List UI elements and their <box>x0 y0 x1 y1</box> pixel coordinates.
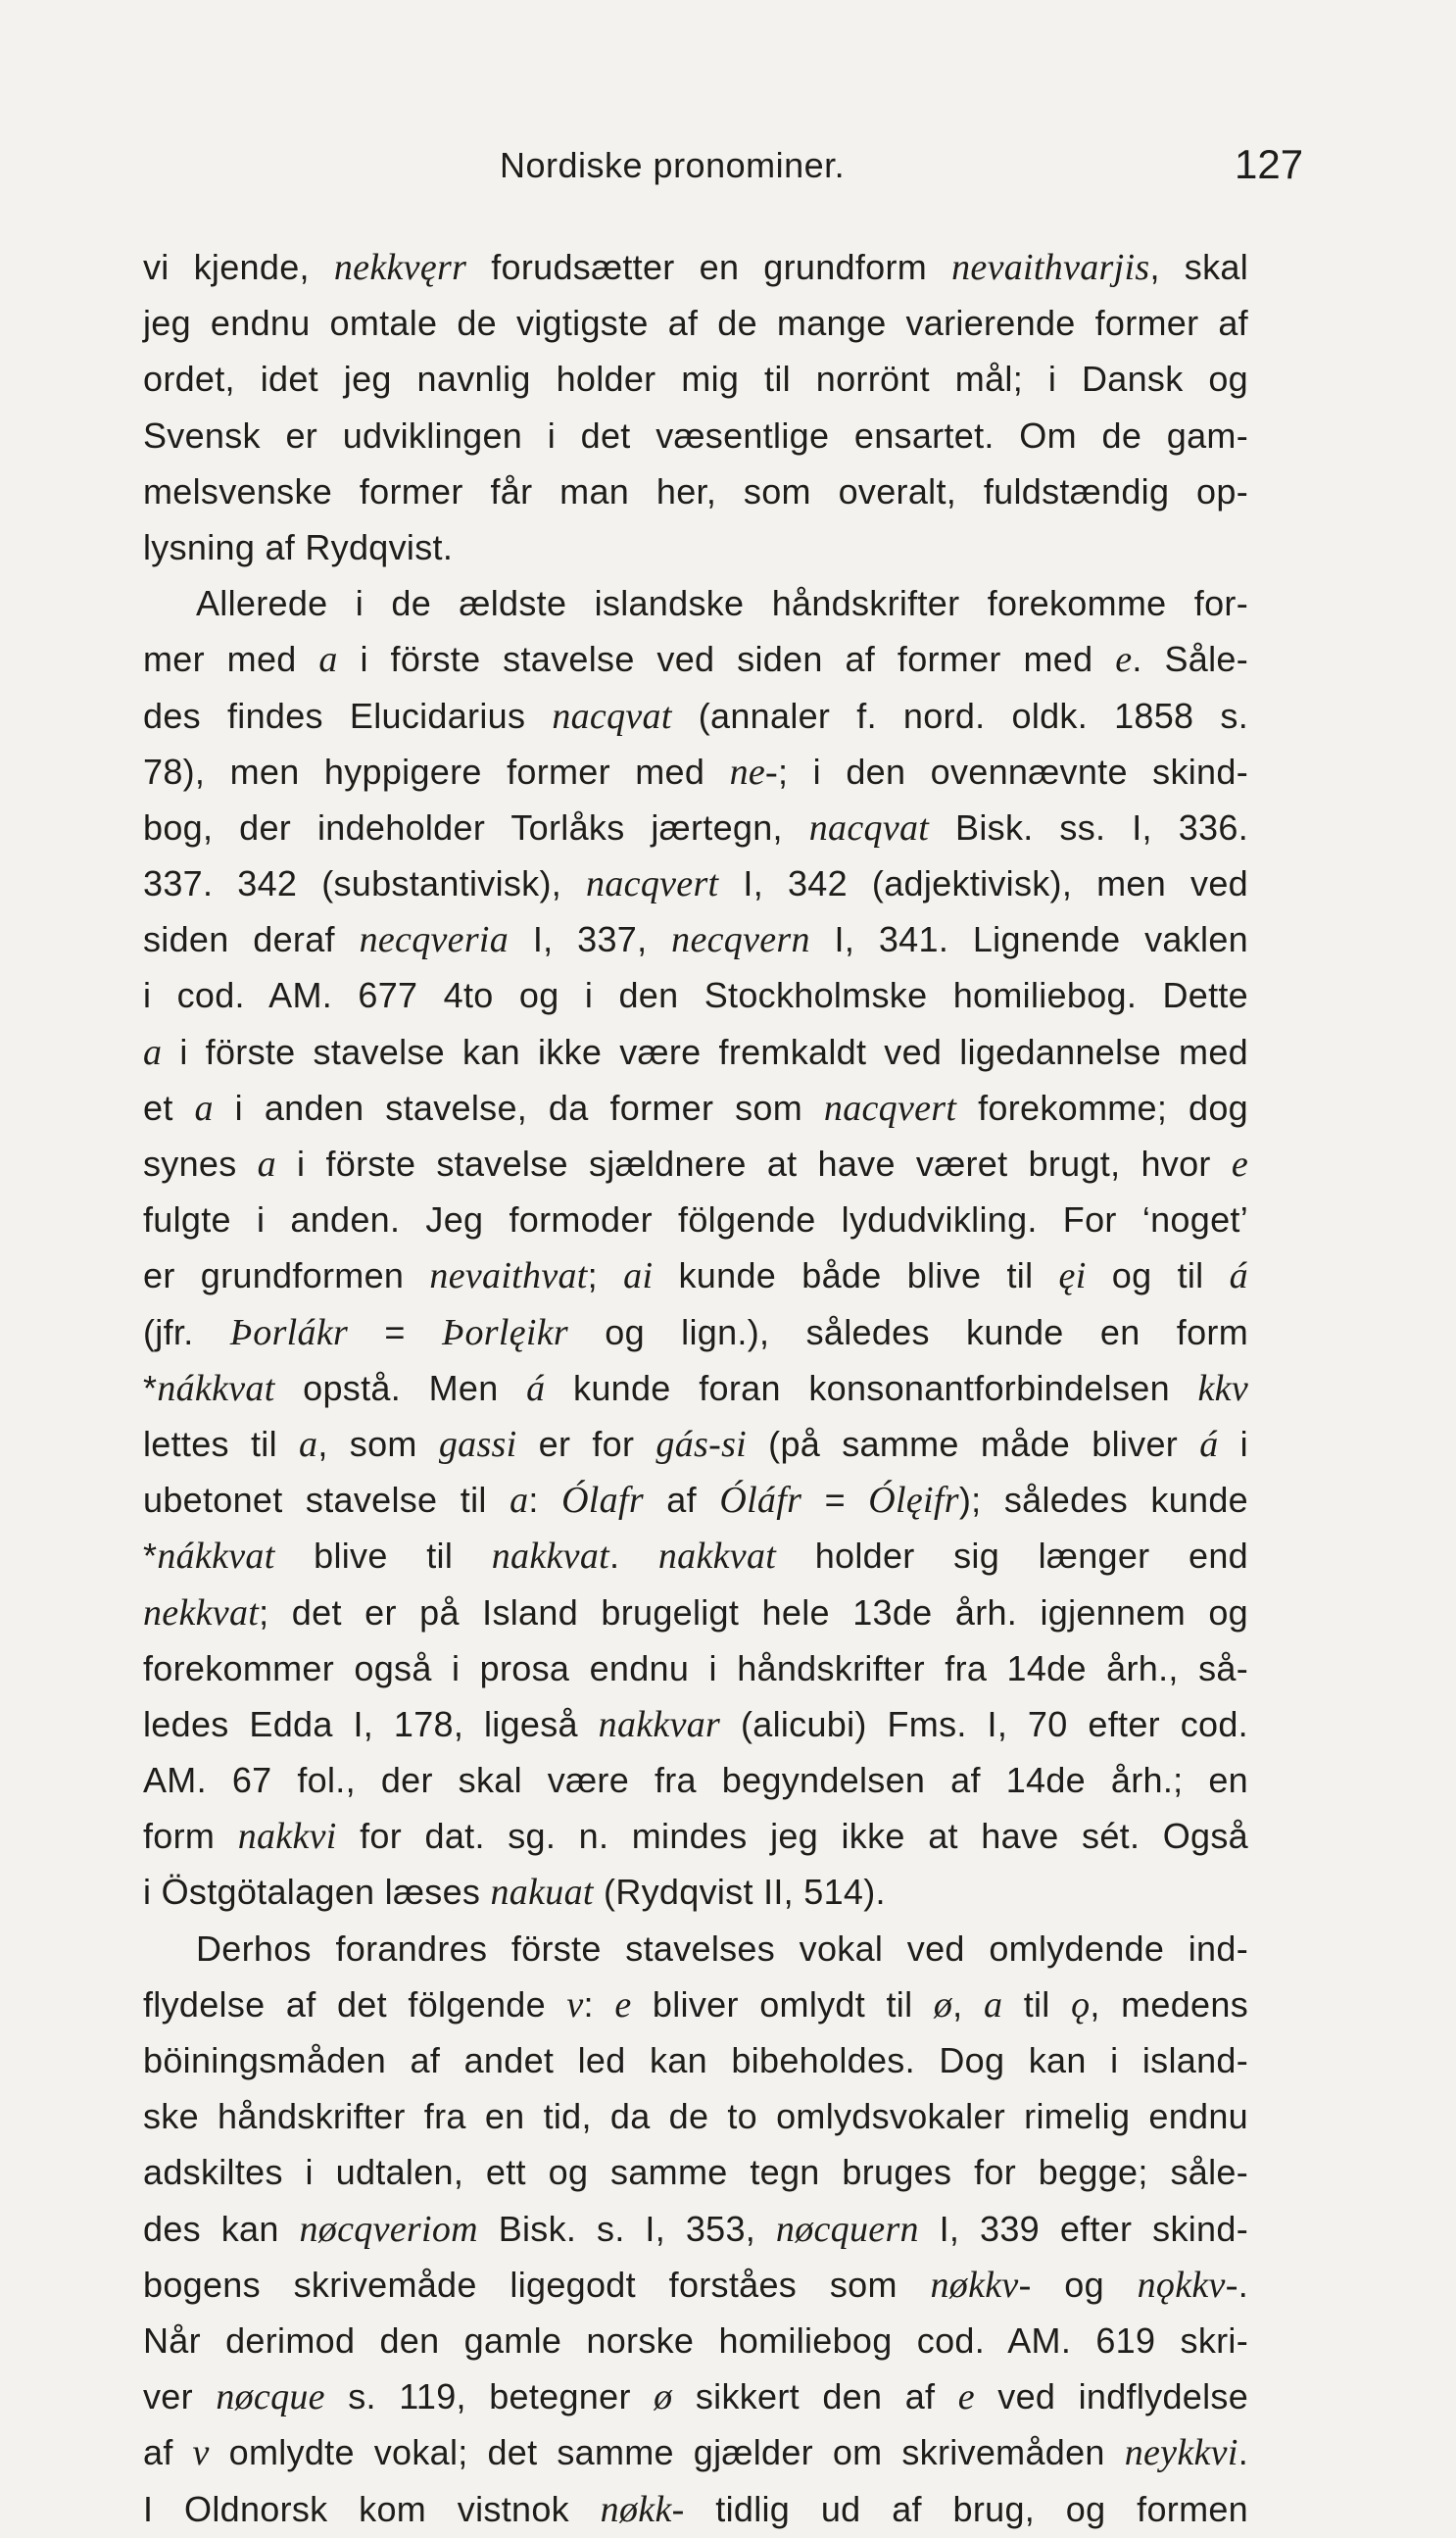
italic-word: a <box>143 1031 163 1073</box>
italic-word: a <box>194 1087 214 1129</box>
text-line <box>143 2368 1248 2424</box>
text-line <box>143 519 1248 575</box>
text-line <box>143 2257 1248 2313</box>
text-run: AM. 67 fol., der skal være fra begyndelsen af 14de årh.; en <box>143 1760 1248 1801</box>
italic-word: ęi <box>1058 1255 1087 1297</box>
text-line <box>143 1080 1248 1136</box>
text-run: . <box>1238 2432 1248 2473</box>
text-run: i Östgötalagen læses <box>143 1872 491 1913</box>
italic-word: nǫkkv- <box>1137 2264 1238 2306</box>
text-run: Derhos forandres förste stavelses vokal ved omlydende ind- <box>196 1928 1248 1969</box>
text-run: Når derimod den gamle norske homiliebog cod. AM. 619 skri- <box>143 2319 1248 2361</box>
italic-word: e <box>1115 639 1133 681</box>
italic-word: neykkvi <box>1124 2432 1238 2474</box>
text-run: s. 119, betegner <box>324 2376 655 2417</box>
italic-word: kkv <box>1197 1367 1248 1409</box>
text-run: i anden stavelse, da former som <box>213 1087 824 1128</box>
text-line <box>143 631 1248 687</box>
italic-word: a <box>257 1144 276 1185</box>
text-line <box>143 1528 1248 1584</box>
text-run: er grundformen <box>143 1255 430 1296</box>
text-line <box>143 1472 1248 1528</box>
text-run: ; det er på Island brugeligt hele 13de årh. igjennem og <box>259 1591 1248 1633</box>
italic-word: nakkvat <box>657 1536 777 1578</box>
text-line <box>143 2144 1248 2200</box>
text-run: er for <box>516 1423 656 1464</box>
text-line <box>143 688 1248 744</box>
text-run: , skal <box>1149 247 1248 287</box>
italic-word: ø <box>654 2376 673 2418</box>
text-line <box>143 1752 1248 1808</box>
italic-word: Óláfr <box>719 1480 802 1522</box>
text-run: ubetonet stavelse til <box>143 1480 510 1521</box>
text-run: for dat. sg. n. mindes jeg ikke at have sét. Også <box>336 1816 1248 1857</box>
text-run: . <box>608 1536 658 1577</box>
italic-word: nakuat <box>490 1872 594 1914</box>
text-run: (jfr. <box>143 1311 230 1352</box>
italic-word: nevaithvat <box>429 1255 588 1297</box>
text-run: sikkert den af <box>672 2376 958 2417</box>
italic-word: nacqvert <box>586 863 719 905</box>
italic-word: e <box>1231 1144 1248 1185</box>
text-run: bog, der indeholder Torlåks jærtegn, <box>143 806 809 848</box>
italic-word: nøcqveriom <box>299 2208 478 2250</box>
text-run: ver <box>143 2376 217 2417</box>
italic-word: nøkk- <box>600 2488 685 2530</box>
text-run: blive til <box>274 1536 492 1577</box>
italic-word: gás-si <box>655 1423 748 1465</box>
text-line <box>143 1192 1248 1247</box>
italic-word: nacqvat <box>552 695 672 737</box>
italic-word: e <box>957 2376 975 2418</box>
text-run: des findes Elucidarius <box>143 695 553 736</box>
italic-word: nøkkv- <box>930 2264 1032 2306</box>
italic-word: Þorlęikr <box>441 1311 568 1353</box>
text-line <box>143 295 1248 351</box>
italic-word: á <box>1229 1255 1248 1297</box>
text-run: I, 341. Lignende vaklen <box>809 919 1248 960</box>
italic-word: e <box>614 1983 632 2026</box>
text-run: forudsætter en grundform <box>466 247 952 287</box>
text-run: kunde foran konsonantforbindelsen <box>545 1367 1198 1408</box>
italic-word: á <box>1199 1423 1219 1465</box>
text-run: jeg endnu omtale de vigtigste af de mange varierende former af <box>143 303 1248 344</box>
italic-word: v <box>566 1983 584 2026</box>
text-run: fulgte i anden. Jeg formoder fölgende lydudvikling. For ‘noget’ <box>143 1199 1248 1241</box>
text-line <box>143 1585 1248 1640</box>
italic-word: nacqvert <box>823 1087 957 1129</box>
text-run: * <box>143 1536 158 1577</box>
text-run: I, 342 (adjektivisk), men ved <box>718 863 1248 904</box>
italic-word: Þorlákr <box>229 1311 349 1353</box>
text-run: adskiltes i udtalen, ett og samme tegn bruges for begge; såle- <box>143 2152 1248 2193</box>
italic-word: nakkvi <box>237 1816 337 1858</box>
text-run: . Såle- <box>1132 639 1248 680</box>
text-run: form <box>143 1816 238 1857</box>
text-line <box>143 1304 1248 1360</box>
italic-word: nákkvat <box>157 1367 275 1409</box>
text-run: (Rydqvist II, 514). <box>593 1872 886 1913</box>
text-run: Bisk. s. I, 353, <box>477 2208 776 2249</box>
text-run: 78), men hyppigere former med <box>143 751 730 792</box>
italic-word: ǫ <box>1071 1983 1091 2026</box>
italic-word: nacqvat <box>808 806 930 849</box>
text-run: : <box>528 1480 562 1521</box>
text-line <box>143 1360 1248 1416</box>
text-run: böiningsmåden af andet led kan bibeholdes. Dog kan i island- <box>143 2040 1248 2080</box>
italic-word: ne- <box>729 751 778 793</box>
text-line <box>143 1247 1248 1303</box>
italic-word: necqvern <box>671 919 810 961</box>
italic-word: nakkvar <box>598 1703 721 1745</box>
text-run: mer med <box>143 639 319 680</box>
text-run: I, 339 efter skind- <box>918 2208 1248 2249</box>
text-run: til <box>1002 1983 1072 2025</box>
italic-word: a <box>510 1480 529 1522</box>
text-run: vi kjende, <box>143 247 334 287</box>
italic-word: nøcque <box>216 2376 325 2418</box>
text-run: I Oldnorsk kom vistnok <box>143 2488 601 2529</box>
text-run: og <box>1031 2264 1138 2305</box>
text-run: Allerede i de ældste islandske håndskrifter forekomme for- <box>196 583 1248 624</box>
text-run: kunde både blive til <box>653 1255 1059 1296</box>
text-line <box>143 1808 1248 1864</box>
text-run: ved indflydelse <box>974 2376 1249 2417</box>
text-run: * <box>143 1367 158 1408</box>
italic-word: nøcquern <box>775 2208 919 2250</box>
italic-word: a <box>318 639 338 681</box>
text-run: flydelse af det fölgende <box>143 1983 567 2025</box>
italic-word: gassi <box>438 1423 517 1465</box>
page-number: 127 <box>1235 141 1304 187</box>
running-title: Nordiske pronominer. <box>500 145 846 185</box>
text-run: Bisk. ss. I, 336. <box>929 806 1248 848</box>
italic-word: nákkvat <box>157 1536 275 1578</box>
text-run: ); således kunde <box>958 1480 1248 1521</box>
italic-word: nekkvęrr <box>333 247 467 288</box>
text-run: i förste stavelse sjældnere at have været brugt, hvor <box>275 1144 1232 1184</box>
text-run: et <box>143 1087 195 1128</box>
text-line <box>143 351 1248 407</box>
text-run: des kan <box>143 2208 300 2249</box>
text-run: i <box>1218 1423 1248 1464</box>
italic-word: nakkvat <box>491 1536 609 1578</box>
italic-word: nekkvat <box>143 1591 260 1634</box>
text-line <box>143 575 1248 631</box>
text-line <box>143 2088 1248 2144</box>
text-run: ordet, idet jeg navnlig holder mig til norrönt mål; i Dansk og <box>143 359 1248 400</box>
italic-word: necqveria <box>359 919 510 961</box>
text-line <box>143 2481 1248 2537</box>
text-line <box>143 1977 1248 2032</box>
italic-word: Ólęifr <box>868 1480 959 1522</box>
text-line <box>143 1640 1248 1696</box>
text-line <box>143 2313 1248 2368</box>
italic-word: á <box>526 1367 546 1409</box>
text-run: forekomme; dog <box>956 1087 1248 1128</box>
text-run: ledes Edda I, 178, ligeså <box>143 1703 599 1744</box>
text-line <box>143 408 1248 464</box>
text-run: i förste stavelse ved siden af former med <box>337 639 1116 680</box>
text-run: (alicubi) Fms. I, 70 efter cod. <box>720 1703 1248 1744</box>
text-run: (annaler f. nord. oldk. 1858 s. <box>671 695 1249 736</box>
text-run: ske håndskrifter fra en tid, da de to omlydsvokaler rimelig endnu <box>143 2096 1248 2137</box>
text-run: = <box>801 1480 869 1521</box>
body-text <box>143 239 1248 2537</box>
text-run: tidlig ud af brug, og formen <box>684 2488 1248 2529</box>
text-run: , som <box>317 1423 439 1464</box>
text-line <box>143 2201 1248 2257</box>
text-run: siden deraf <box>143 919 360 960</box>
text-run: , medens <box>1090 1983 1249 2025</box>
text-run: i förste stavelse kan ikke være fremkaldt ved ligedannelse med <box>162 1031 1248 1072</box>
italic-word: nevaithvarjis <box>951 247 1150 288</box>
text-run: af <box>143 2432 193 2473</box>
text-line <box>143 1864 1248 1920</box>
italic-word: Ólafr <box>561 1480 644 1522</box>
text-run: synes <box>143 1144 258 1184</box>
text-run: : <box>583 1983 615 2025</box>
text-run: (på samme måde bliver <box>747 1423 1200 1464</box>
text-line <box>143 1136 1248 1192</box>
text-run: Svensk er udviklingen i det væsentlige ensartet. Om de gam- <box>143 415 1248 456</box>
text-run: . <box>1238 2264 1248 2305</box>
italic-word: ai <box>623 1255 654 1297</box>
italic-word: a <box>299 1423 318 1465</box>
page-header <box>0 141 1456 204</box>
text-line <box>143 464 1248 519</box>
text-line <box>143 239 1248 295</box>
text-line <box>143 1696 1248 1752</box>
italic-word: ø <box>933 1983 953 2026</box>
italic-word: a <box>983 1983 1003 2026</box>
text-run: og lign.), således kunde en form <box>568 1311 1249 1352</box>
text-run: = <box>348 1311 442 1352</box>
text-run: bliver omlydt til <box>631 1983 934 2025</box>
italic-word: v <box>192 2432 210 2474</box>
text-line <box>143 2424 1248 2480</box>
text-run: I, 337, <box>509 919 672 960</box>
text-line <box>143 1921 1248 1977</box>
text-run: af <box>643 1480 720 1521</box>
text-run: forekommer også i prosa endnu i håndskrifter fra 14de årh., så- <box>143 1647 1248 1688</box>
text-line <box>143 744 1248 800</box>
text-line <box>143 2032 1248 2088</box>
text-run: melsvenske former får man her, som overalt, fuldstændig op- <box>143 470 1248 512</box>
text-run: lettes til <box>143 1423 300 1464</box>
text-line <box>143 855 1248 911</box>
text-run: holder sig længer end <box>776 1536 1249 1577</box>
text-run: opstå. Men <box>274 1367 527 1408</box>
text-run: ; <box>587 1255 624 1296</box>
text-run: bogens skrivemåde ligegodt forståes som <box>143 2264 931 2305</box>
text-line <box>143 967 1248 1023</box>
text-run: ; i den ovennævnte skind- <box>777 751 1248 792</box>
text-run: lysning af Rydqvist. <box>143 526 454 567</box>
text-line <box>143 1024 1248 1080</box>
text-line <box>143 800 1248 855</box>
text-line <box>143 911 1248 967</box>
text-run: 337. 342 (substantivisk), <box>143 863 587 904</box>
text-run: og til <box>1086 1255 1230 1296</box>
text-line <box>143 1416 1248 1472</box>
text-run: , <box>952 1983 984 2025</box>
text-run: i cod. AM. 677 4to og i den Stockholmske homiliebog. Dette <box>143 975 1248 1016</box>
text-run: omlydte vokal; det samme gjælder om skrivemåden <box>209 2432 1125 2473</box>
